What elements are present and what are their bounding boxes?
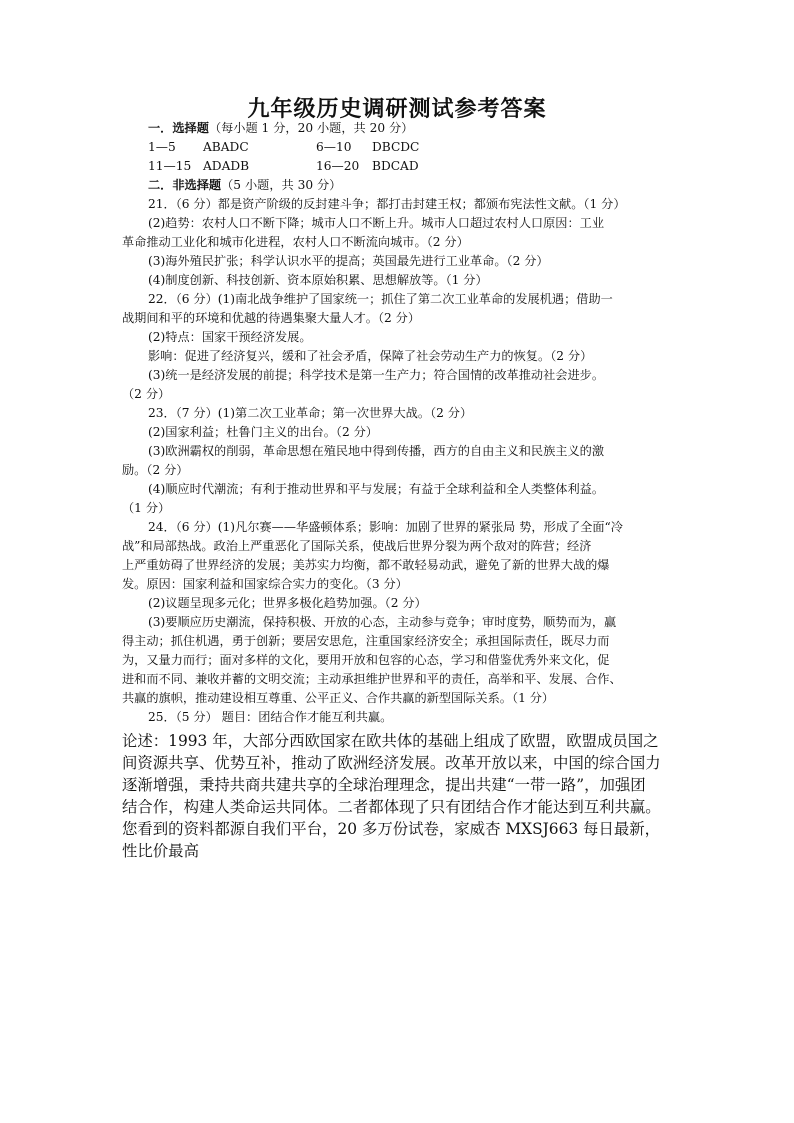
answer-value-1: ABADC xyxy=(203,140,249,154)
section1-note: （每小题 1 分，20 小题，共 20 分） xyxy=(208,121,414,135)
answer-range-1: 1—5 xyxy=(148,140,176,154)
answer-line: (4)制度创新、科技创新、资本原始积累、思想解放等。（1 分） xyxy=(148,273,488,287)
essay-line: 性比价最高 xyxy=(122,842,199,860)
answer-line: (3)统一是经济发展的前提；科学技术是第一生产力；符合国情的改革推动社会进步。 xyxy=(148,368,605,382)
answer-line: 发。原因：国家利益和国家综合实力的变化。（3 分） xyxy=(122,577,408,591)
answer-line: 进和而不同、兼收并蓄的文明交流；主动承担维护世界和平的责任，高举和平、发展、合作、 xyxy=(122,672,622,686)
section2-heading: 二．非选择题 xyxy=(148,178,222,192)
answer-value-3: ADADB xyxy=(203,159,250,173)
answer-line: (3)要顺应历史潮流，保持积极、开放的心态，主动参与竞争；审时度势，顺势而为，赢 xyxy=(148,615,617,629)
essay-line: 您看到的资料都源自我们平台，20 多万份试卷，家威杏 MXSJ663 每日最新， xyxy=(122,820,661,838)
answer-line: 21．（6 分）都是资产阶级的反封建斗争；都打击封建王权；都颁布宪法性文献。（1 分） xyxy=(148,197,626,211)
answer-line: 革命推动工业化和城市化进程，农村人口不断流向城市。（2 分） xyxy=(122,235,469,249)
answer-line: (4)顺应时代潮流；有利于推动世界和平与发展；有益于全球利益和全人类整体利益。 xyxy=(148,482,605,496)
answer-range-4: 16—20 xyxy=(316,159,360,173)
essay-line: 间资源共享、优势互补，推动了欧洲经济发展。改革开放以来，中国的综合国力 xyxy=(122,754,661,772)
answer-line: 为，又量力而行；面对多样的文化，要用开放和包容的心态，学习和借鉴优秀外来文化，促 xyxy=(122,653,610,667)
answer-line: 共赢的旗帜，推动建设相互尊重、公平正义、合作共赢的新型国际关系。（1 分） xyxy=(122,691,555,705)
answer-value-2: DBCDC xyxy=(372,140,420,154)
essay-line: 逐渐增强，秉持共商共建共享的全球治理理念，提出共建“一带一路”，加强团 xyxy=(122,776,646,794)
essay-line: 结合作，构建人类命运共同体。二者都体现了只有团结合作才能达到互利共赢。 xyxy=(122,798,661,816)
answer-line: 22．（6 分）(1)南北战争维护了国家统一；抓住了第二次工业革命的发展机遇；借助一 xyxy=(148,292,613,306)
answer-value-4: BDCAD xyxy=(372,159,419,173)
answer-line: (3)欧洲霸权的削弱，革命思想在殖民地中得到传播，西方的自由主义和民族主义的激 xyxy=(148,444,605,458)
answer-line: (2)议题呈现多元化；世界多极化趋势加强。（2 分） xyxy=(148,596,427,610)
section2-header xyxy=(148,178,341,192)
answer-line: （1 分） xyxy=(122,501,171,515)
answer-line: 得主动；抓住机遇，勇于创新；要居安思危，注重国家经济安全；承担国际责任，既尽力而 xyxy=(122,634,610,648)
answer-range-3: 11—15 xyxy=(148,159,192,173)
section1-heading: 一．选择题 xyxy=(148,121,209,135)
section1-header xyxy=(148,121,413,135)
answer-line: 23．（7 分）(1)第二次工业革命；第一次世界大战。（2 分） xyxy=(148,406,473,420)
section2-note: （5 小题，共 30 分） xyxy=(221,178,342,192)
answer-line: (2)趋势：农村人口不断下降；城市人口不断上升。城市人口超过农村人口原因：工业 xyxy=(148,216,605,230)
answer-line: (2)特点：国家干预经济发展。 xyxy=(148,330,312,344)
answer-line: 战”和局部热战。政治上严重恶化了国际关系，使战后世界分裂为两个敌对的阵营；经济 xyxy=(122,539,592,553)
answer-line: （2 分） xyxy=(122,387,171,401)
answer-line: (3)海外殖民扩张；科学认识水平的提高；英国最先进行工业革命。（2 分） xyxy=(148,254,549,268)
answer-line: (2)国家利益；杜鲁门主义的出台。（2 分） xyxy=(148,425,378,439)
answer-line: 24．（6 分）(1)凡尔赛——华盛顿体系；影响：加剧了世界的紧张局 势，形成了全面“冷 xyxy=(148,520,623,534)
answer-line: 影响：促进了经济复兴，缓和了社会矛盾，保障了社会劳动生产力的恢复。（2 分） xyxy=(148,349,593,363)
essay-line: 论述：1993 年，大部分西欧国家在欧共体的基础上组成了欧盟，欧盟成员国之 xyxy=(122,732,659,750)
answer-line: 战期间和平的环境和优越的待遇集聚大量人才。（2 分） xyxy=(122,311,421,325)
page-title: 九年级历史调研测试参考答案 xyxy=(247,97,547,122)
answer-range-2: 6—10 xyxy=(316,140,352,154)
answer-line: 励。（2 分） xyxy=(122,463,189,477)
answer-line: 25．（5 分） 题目：团结合作才能互利共赢。 xyxy=(148,710,393,724)
answer-line: 上严重妨碍了世界经济的发展；美苏实力均衡，都不敢轻易动武，避免了新的世界大战的爆 xyxy=(122,558,610,572)
